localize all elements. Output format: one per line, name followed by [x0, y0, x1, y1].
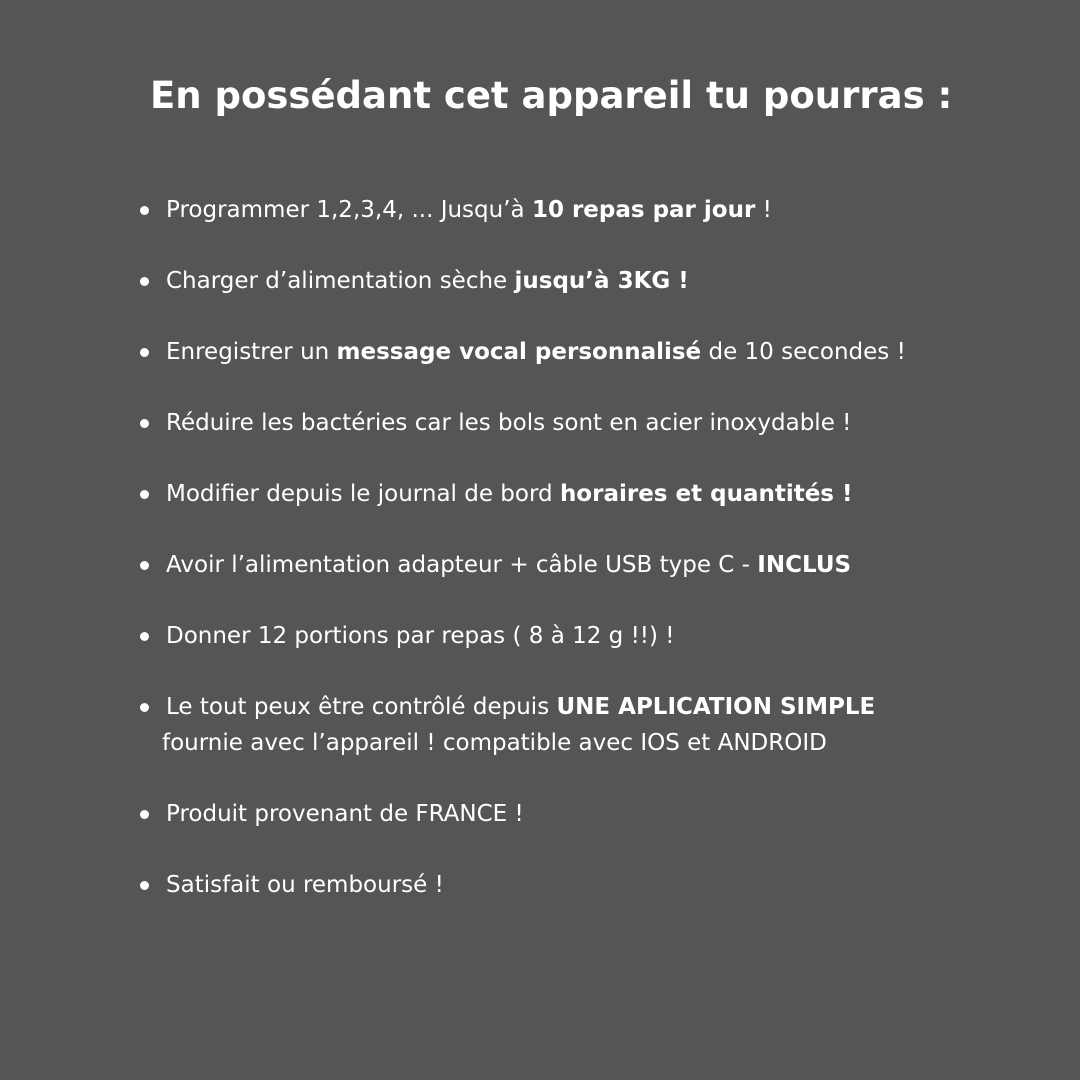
feature-list [140, 192, 1040, 938]
page-title: En possédant cet appareil tu pourras : [150, 74, 953, 117]
feature-item [140, 405, 1040, 441]
feature-highlight: 10 repas par jour [531, 197, 756, 223]
feature-item [140, 192, 1040, 228]
feature-item [140, 618, 1040, 654]
feature-highlight: jusqu’à 3KG ! [514, 268, 689, 294]
feature-suffix: de 10 secondes ! [701, 339, 906, 365]
feature-highlight: INCLUS [757, 552, 852, 578]
feature-text: Satisfait ou remboursé ! [166, 872, 444, 898]
feature-item [140, 796, 1040, 832]
feature-text: Réduire les bactéries car les bols sont en acier inoxydable ! [166, 410, 852, 436]
bullet-icon [140, 348, 149, 357]
feature-text: Donner 12 portions par repas ( 8 à 12 g !!) ! [166, 623, 675, 649]
feature-highlight: UNE APLICATION SIMPLE [556, 694, 876, 720]
feature-text-continued: fournie avec l’appareil ! compatible avec IOS et ANDROID [162, 730, 827, 756]
feature-text: Produit provenant de FRANCE ! [166, 801, 524, 827]
bullet-icon [140, 632, 149, 641]
feature-item [140, 547, 1040, 583]
bullet-icon [140, 419, 149, 428]
feature-item [140, 867, 1040, 903]
feature-item [140, 689, 1040, 761]
feature-text: Enregistrer un [166, 339, 337, 365]
feature-highlight: horaires et quantités ! [559, 481, 853, 507]
bullet-icon [140, 277, 149, 286]
bullet-icon [140, 206, 149, 215]
feature-text: Avoir l’alimentation adapteur + câble USB type C - [166, 552, 758, 578]
feature-item [140, 476, 1040, 512]
feature-suffix: ! [755, 197, 772, 223]
feature-text: Modifier depuis le journal de bord [166, 481, 560, 507]
feature-item [140, 263, 1040, 299]
bullet-icon [140, 703, 149, 712]
bullet-icon [140, 810, 149, 819]
feature-text: Programmer 1,2,3,4, ... Jusqu’à [166, 197, 532, 223]
feature-item [140, 334, 1040, 370]
bullet-icon [140, 561, 149, 570]
feature-highlight: message vocal personnalisé [336, 339, 702, 365]
feature-text: Charger d’alimentation sèche [166, 268, 515, 294]
bullet-icon [140, 881, 149, 890]
bullet-icon [140, 490, 149, 499]
feature-text: Le tout peux être contrôlé depuis [166, 694, 557, 720]
